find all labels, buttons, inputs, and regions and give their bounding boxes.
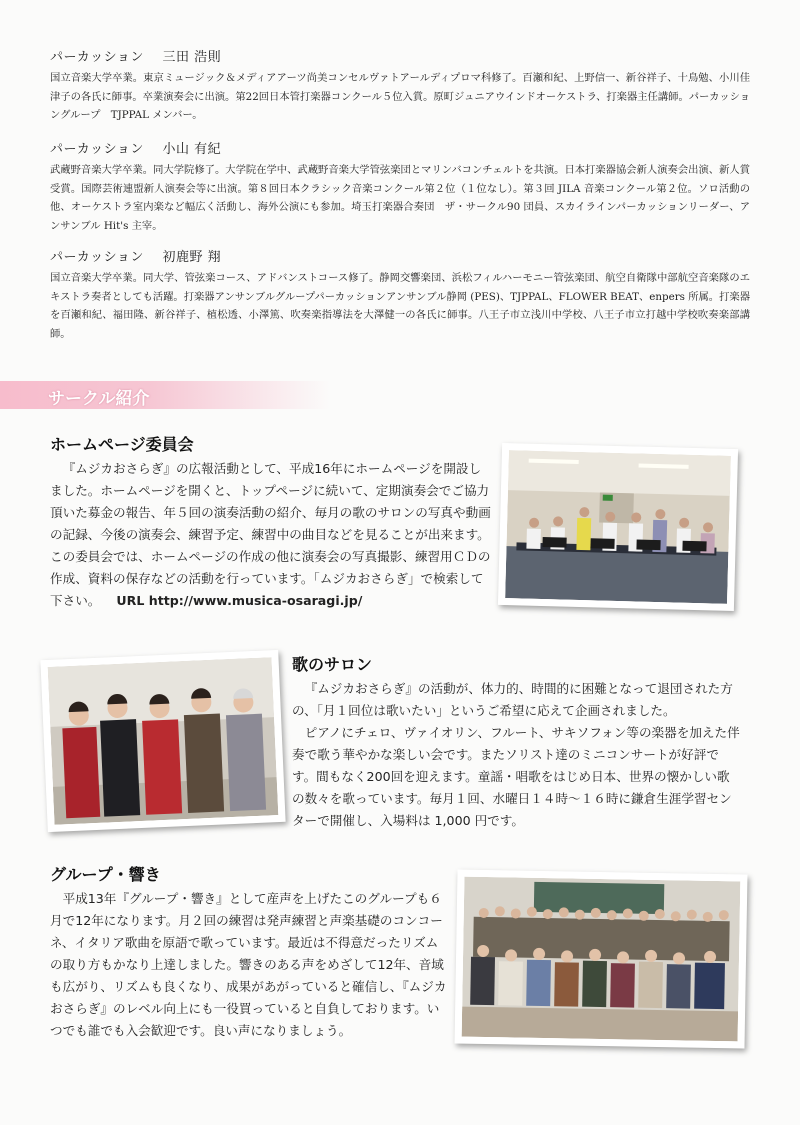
- homepage-committee-text: 『ムジカおさらぎ』の広報活動として、平成16年にホームページを開設しました。ホームページを開くと、トップページに続いて、定期演奏会でご協力頂いた募金の報告、年５回の演奏活動の紹介、毎月の歌のサロンの写真や動画の記録、今後の演奏会、練習予定、練習中の曲目などを見ることが出来ます。この委員会では、ホームページの作成の他に演奏会の写真撮影、練習用ＣＤの作成、資料の保存などの活動を行っています。「ムジカおさらぎ」で検索して下さい。: [50, 461, 491, 608]
- bio-header: [50, 138, 750, 157]
- homepage-url-link[interactable]: URL http://www.musica-osaragi.jp/: [116, 593, 363, 608]
- bio-role: パーカッション: [50, 50, 144, 65]
- song-salon-paragraph-1: 『ムジカおさらぎ』の活動が、体力的、時間的に困難となって退団された方の、「月１回位は歌いたい」というご希望に応えて企画されました。: [292, 681, 733, 718]
- bio-text: 国立音楽大学卒業。同大学、管弦楽コース、アドバンストコース修了。静岡交響楽団、浜松フィルハーモニー管弦楽団、航空自衛隊中部航空音楽隊のエキストラ奏者としても活躍。打楽器アンサンブルグループパーカッションアンサンブル静岡 (PES)、TJPPAL、FLOWER BEAT、enpers 所属。打楽器を百瀬和紀、福田隆、新谷祥子、植松透、小澤篤、吹奏楽指導法を大澤健一の各氏に師事。八王子市立浅川中学校、八王子市立打越中学校吹奏楽部講師。: [50, 272, 750, 340]
- photo-image: [505, 450, 731, 604]
- salon-group-image: [48, 657, 279, 825]
- bio-koyama: [50, 138, 750, 235]
- bio-person-name: 小山 有紀: [162, 142, 222, 157]
- homepage-committee-title: ホームページ委員会: [50, 435, 194, 454]
- song-salon-paragraph-2: ピアノにチェロ、ヴァイオリン、フルート、サキソフォン等の楽器を加えた伴奏で歌う華やかな楽しい会です。またソリスト達のミニコンサートが好評です。間もなく200回を迎えます。童謡・唱歌をはじめ日本、世界の懐かしい歌の数々を歌っています。毎月１回、水曜日１４時～１６時に鎌倉生涯学習センターで開催し、入場料は 1,000 円です。: [292, 725, 740, 828]
- bio-hajikano: [50, 246, 750, 343]
- bio-role: パーカッション: [50, 250, 144, 265]
- bio-person-name: 初鹿野 翔: [162, 250, 222, 265]
- banner-title: サークル紹介: [48, 389, 150, 409]
- photo-image: [48, 657, 279, 825]
- song-salon-photo: [40, 650, 285, 832]
- bio-role: パーカッション: [50, 142, 144, 157]
- bio-mita: [50, 46, 750, 125]
- hibiki-group-image: [462, 877, 741, 1042]
- group-hibiki-body: 平成13年『グループ・響き』として産声を上げたこのグループも６月で12年になります。月２回の練習は発声練習と声楽基礎のコンコーネ、イタリア歌曲を原語で歌っています。最近は不得意だったリズムの取り方もかなり上達しました。響きのある声をめざして12年、音域も広がり、リズムも良くなり、成果があがっていると確信し、『ムジカおさらぎ』のレベル向上にも一役買っていると自負しております。いつでも誰でも入会歓迎です。良い声になりましょう。: [50, 891, 447, 1038]
- bio-person-name: 三田 浩則: [162, 50, 222, 65]
- bio-text: 国立音楽大学卒業。東京ミュージック＆メディアアーツ尚美コンセルヴァトアールディプロマ科修了。百瀬和紀、上野信一、新谷祥子、十鳥勉、小川佳津子の各氏に師事。卒業演奏会に出演。第22回日本管打楽器コンクール５位入賞。原町ジュニアウインドオーケストラ、打楽器主任講師。パーカッショングループ TJPPAL メンバー。: [50, 72, 751, 121]
- section-banner: [0, 381, 330, 409]
- committee-meeting-image: [505, 450, 731, 604]
- bio-header: [50, 46, 750, 65]
- photo-image: [462, 877, 741, 1042]
- homepage-committee-body: [50, 458, 492, 612]
- group-hibiki-photo: [455, 869, 748, 1048]
- bio-header: [50, 246, 750, 265]
- bio-text: 武蔵野音楽大学卒業。同大学院修了。大学院在学中、武蔵野音楽大学管弦楽団とマリンバコンチェルトを共演。日本打楽器協会新人演奏会出演、新人賞受賞。国際芸術連盟新人演奏会等に出演。第８回日本クラシック音楽コンクール第２位（１位なし）。第３回 JILA 音楽コンクール第２位。ソロ活動の他、オーケストラ室内楽など幅広く活動し、海外公演にも参加。埼玉打楽器合奏団 ザ・サークル90 団員、スカイラインパーカッションリーダー、アンサンブル Hit's 主宰。: [50, 164, 750, 232]
- homepage-committee-photo: [498, 443, 738, 611]
- song-salon-title: 歌のサロン: [292, 655, 373, 674]
- group-hibiki-title: グループ・響き: [50, 865, 161, 884]
